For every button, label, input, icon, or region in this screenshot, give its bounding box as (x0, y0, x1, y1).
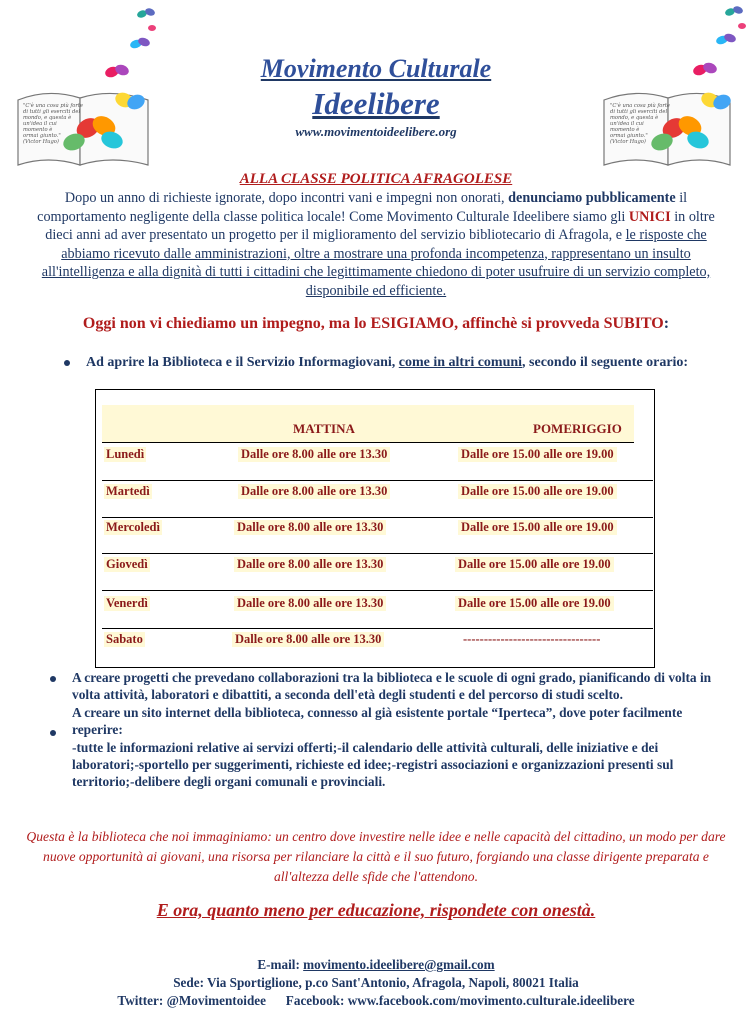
column-morning: MATTINA (293, 421, 355, 436)
morning-hours: Dalle ore 8.00 alle ore 13.30 (234, 596, 386, 611)
day-label: Giovedì (106, 557, 148, 571)
svg-text:ormai giunto.": ormai giunto." (610, 133, 648, 139)
svg-text:momento è: momento è (610, 127, 640, 133)
svg-text:un'idea il cui: un'idea il cui (610, 121, 644, 127)
afternoon-hours: --------------------------------- (463, 632, 601, 646)
afternoon-hours: Dalle ore 15.00 alle ore 19.00 (455, 557, 614, 572)
letter-heading: ALLA CLASSE POLITICA AFRAGOLESE (239, 171, 513, 187)
svg-text:mondo, e questa è: mondo, e questa è (23, 115, 72, 121)
day-label: Martedì (106, 484, 150, 498)
bullet-dot (50, 676, 56, 682)
svg-text:di tutti gli eserciti del: di tutti gli eserciti del (610, 109, 668, 115)
column-afternoon: POMERIGGIO (533, 421, 622, 436)
bullet-dot (50, 730, 56, 736)
svg-text:di tutti gli eserciti del: di tutti gli eserciti del (23, 109, 81, 115)
morning-hours: Dalle ore 8.00 alle ore 13.30 (238, 484, 390, 499)
day-label: Lunedì (106, 447, 145, 461)
facebook-link[interactable]: Facebook: www.facebook.com/movimento.culturale.ideelibere (285, 993, 635, 1008)
vision-paragraph: Questa è la biblioteca che noi immaginiamo: un centro dove investire nelle idee e nelle capacità del cittadino, un modo per dare nuove opportunità ai giovani, una risorsa per rilanciare la città e il suo futuro, forgiando una classe dirigente preparata e all'altezza delle sfide che l'attendono. (26, 829, 726, 884)
morning-hours: Dalle ore 8.00 alle ore 13.30 (232, 632, 384, 647)
bullet-website: A creare un sito internet della biblioteca, connesso al già esistente portale “Iperteca”, dove poter facilmente reperire: (72, 704, 683, 738)
org-name-line1: Movimento Culturale (260, 54, 492, 83)
afternoon-hours: Dalle ore 15.00 alle ore 19.00 (455, 596, 614, 611)
afternoon-hours: Dalle ore 15.00 alle ore 19.00 (458, 447, 617, 462)
header (0, 54, 752, 140)
day-label: Mercoledì (106, 520, 160, 534)
demand-statement: Oggi non vi chiediamo un impegno, ma lo ESIGIAMO, affinchè si provveda SUBITO: (82, 315, 670, 332)
row-divider (102, 517, 653, 518)
bullet-list-projects (72, 669, 712, 791)
bullet-open-library: Ad aprire la Biblioteca e il Servizio Informagiovani, come in altri comuni, secondo il seguente orario: (86, 355, 689, 370)
svg-text:momento è: momento è (23, 127, 53, 133)
contact-footer: E-mail: movimento.ideelibere@gmail.com Sede: Via Sportiglione, p.co Sant'Antonio, Afragola, Napoli, 80021 Italia Twitter: @Movimentoidee Facebook: www.facebook.com/movimento.culturale.ideelibere (0, 956, 752, 1010)
org-name-line2: Ideelibere (312, 86, 440, 121)
morning-hours: Dalle ore 8.00 alle ore 13.30 (234, 557, 386, 572)
svg-text:ormai giunto.": ormai giunto." (23, 133, 61, 139)
bullet-dot (64, 360, 70, 366)
row-divider (102, 480, 653, 481)
svg-text:un'idea il cui: un'idea il cui (23, 121, 57, 127)
row-divider (102, 590, 653, 591)
svg-text:"C'è una cosa più forte: "C'è una cosa più forte (23, 103, 84, 109)
schedule-table (95, 389, 655, 668)
intro-paragraph: Dopo un anno di richieste ignorate, dopo incontri vani e impegni non onorati, denunciamo pubblicamente il comportamento negligente della classe politica locale! Come Movimento Culturale Ideelibere siamo gli UNICI in oltre dieci anni ad aver presentato un progetto per il miglioramento del servizio bibliotecario di Afragola, e le risposte che abbiamo ricevuto dalle amministrazioni, oltre a mostrare una profonda incompetenza, rappresentano un insulto all'intelligenza e alla dignità di tutti i cittadini che legittimamente chiedono di poter usufruire di un servizio completo, disponibile ed efficiente. (37, 190, 715, 299)
website-link[interactable]: www.movimentoideelibere.org (295, 124, 457, 139)
svg-text:(Victor Hugo): (Victor Hugo) (610, 139, 646, 145)
row-divider (102, 553, 653, 554)
address: Sede: Via Sportiglione, p.co Sant'Antonio, Afragola, Napoli, 80021 Italia (173, 975, 579, 990)
bullet-website-details: -tutte le informazioni relative ai servizi offerti;-il calendario delle attività culturali, delle iniziative e dei laboratori;-sportello per suggerimenti, richieste ed idee;-registri associazioni e organizzazioni presenti sul territorio;-delibere degli organi comunali e provinciali. (72, 739, 674, 790)
svg-text:mondo, e questa è: mondo, e questa è (610, 115, 659, 121)
row-divider (102, 628, 653, 629)
email-link[interactable]: movimento.ideelibere@gmail.com (303, 957, 495, 972)
svg-text:(Victor Hugo): (Victor Hugo) (23, 139, 59, 145)
svg-text:"C'è una cosa più forte: "C'è una cosa più forte (610, 103, 671, 109)
morning-hours: Dalle ore 8.00 alle ore 13.30 (238, 447, 390, 462)
morning-hours: Dalle ore 8.00 alle ore 13.30 (234, 520, 386, 535)
bullet-school-projects: A creare progetti che prevedano collaborazioni tra la biblioteca e le scuole di ogni grado, pianificando di volta in volta attività, laboratori e dibattiti, a seconda dell'età degli studenti e del percorso di studi scelto. (72, 670, 712, 703)
day-label: Venerdì (106, 596, 148, 610)
twitter-handle[interactable]: Twitter: @Movimentoidee (117, 993, 267, 1008)
afternoon-hours: Dalle ore 15.00 alle ore 19.00 (458, 520, 617, 535)
afternoon-hours: Dalle ore 15.00 alle ore 19.00 (458, 484, 617, 499)
closing-slogan: E ora, quanto meno per educazione, rispondete con onestà. (156, 900, 596, 920)
day-label: Sabato (106, 632, 143, 646)
